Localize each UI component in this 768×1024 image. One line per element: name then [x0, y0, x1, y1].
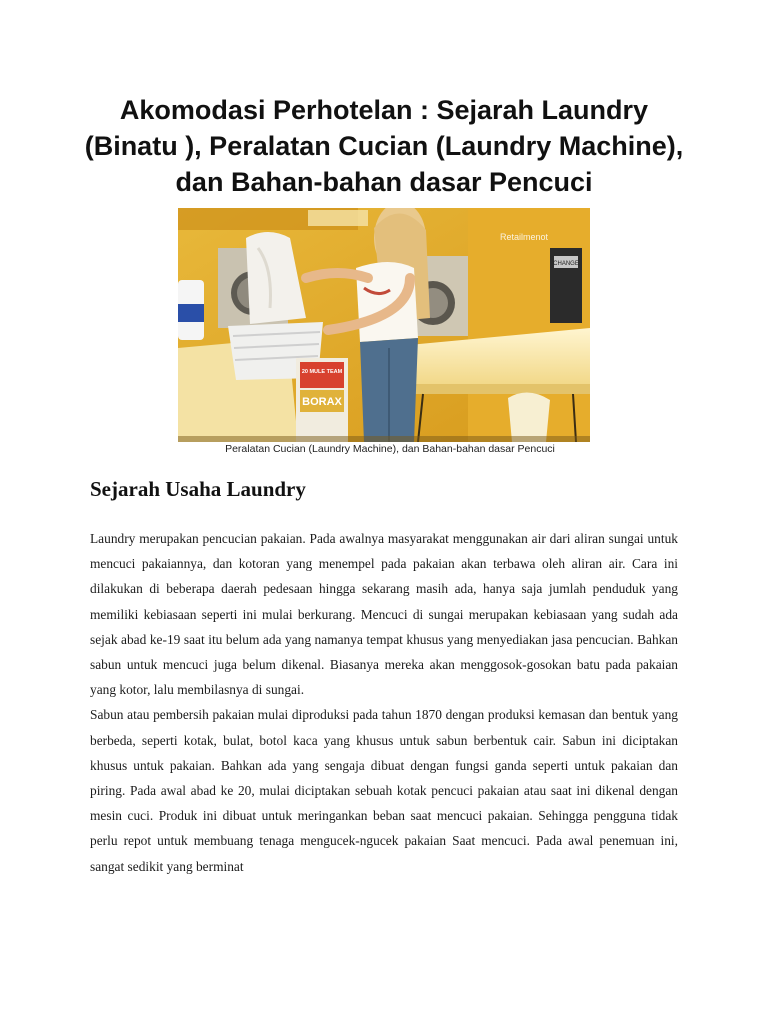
change-sign-text: CHANGE: [553, 261, 579, 267]
section-heading: Sejarah Usaha Laundry: [90, 477, 306, 501]
document-title: Akomodasi Perhotelan : Sejarah Laundry (Binatu ), Peralatan Cucian (Laundry Machine), dan Bahan-bahan dasar Pencuci: [84, 95, 684, 197]
laundry-photo: [178, 208, 590, 442]
box-label-top: 20 MULE TEAM: [301, 369, 343, 375]
figure-caption: Peralatan Cucian (Laundry Machine), dan Bahan-bahan dasar Pencuci: [225, 443, 555, 455]
paragraph: Sabun atau pembersih pakaian mulai diproduksi pada tahun 1870 dengan produksi kemasan dan bentuk yang berbeda, seperti kotak, bulat, botol kaca yang khusus untuk sabun berbentuk cair. Sabun ini diciptakan khusus untuk pakaian. Bahkan ada yang sengaja dibuat dengan fungsi ganda seperti untuk pakaian dan piring. Pada awal abad ke 20, mulai diciptakan sebuah kotak pencuci pakaian atau saat ini dikenal dengan mesin cuci. Produk ini dibuat untuk meringankan beban saat mencuci pakaian. Sehingga pengguna tidak perlu repot untuk membuang tenaga mengucek-ngucek pakaian Saat mencuci. Pada awal penemuan ini, sangat sedikit yang berminat: [90, 707, 678, 874]
photo-watermark: Retailmenot: [499, 232, 549, 242]
box-label-borax: BORAX: [302, 396, 342, 408]
body-text: [90, 526, 678, 879]
paragraph: Laundry merupakan pencucian pakaian. Pada awalnya masyarakat menggunakan air dari aliran sungai untuk mencuci pakaiannya, dan kotoran yang menempel pada pakaian akan terbawa oleh aliran air. Cara ini dilakukan di beberapa daerah pedesaan hingga sekarang masih ada, hanya saja jumlah penduduk yang memiliki kebiasaan seperti ini mulai berkurang. Mencuci di sungai merupakan kebiasaan yang sudah ada sejak abad ke-19 saat itu belum ada yang namanya tempat khusus yang menyediakan jasa pencucian. Bahkan sabun untuk mencuci juga belum dikenal. Biasanya mereka akan menggosok-gosokan batu pada pakaian yang kotor, lalu membilasnya di sungai.: [90, 531, 678, 698]
